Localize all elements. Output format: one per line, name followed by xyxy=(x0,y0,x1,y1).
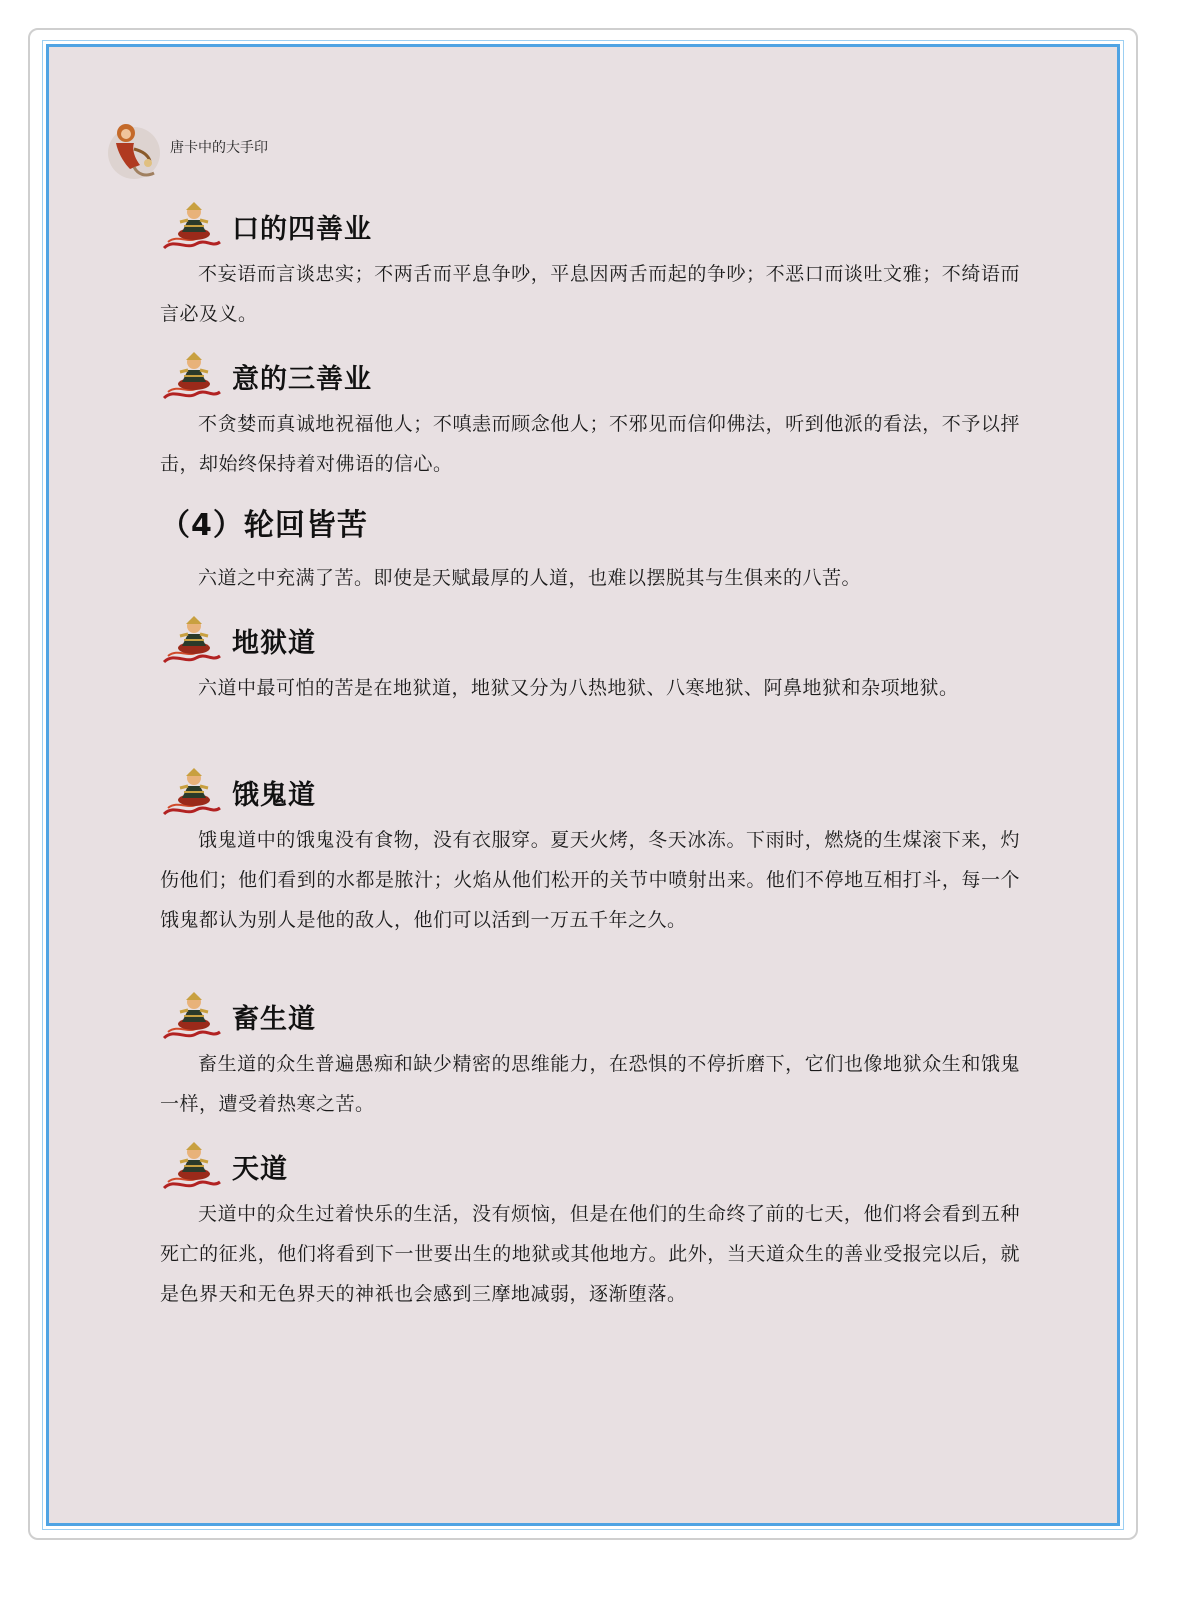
section-header xyxy=(160,612,1020,668)
section-paragraph: 不贪婪而真诚地祝福他人；不嗔恚而顾念他人；不邪见而信仰佛法，听到他派的看法，不予以抨击，却始终保持着对佛语的信心。 xyxy=(160,413,1020,475)
section-paragraph: 饿鬼道中的饿鬼没有食物，没有衣服穿。夏天火烤，冬天冰冻。下雨时，燃烧的生煤滚下来，灼伤他们；他们看到的水都是脓汁；火焰从他们松开的关节中喷射出来。他们不停地互相打斗，每一个饿鬼都认为别人是他的敌人，他们可以活到一万五千年之久。 xyxy=(160,829,1020,931)
section-title: 畜生道 xyxy=(232,1003,316,1035)
section-header xyxy=(160,348,1020,404)
running-head-title: 唐卡中的大手印 xyxy=(170,140,268,156)
section-paragraph: 六道中最可怕的苦是在地狱道，地狱又分为八热地狱、八寒地狱、阿鼻地狱和杂项地狱。 xyxy=(198,677,959,699)
section-title: 天道 xyxy=(232,1153,288,1185)
section-heaven-realm xyxy=(160,1138,1020,1314)
section-hell-realm xyxy=(160,612,1020,708)
chapter-paragraph: 六道之中充满了苦。即使是天赋最厚的人道，也难以摆脱其与生俱来的八苦。 xyxy=(198,567,862,589)
section-header xyxy=(160,988,1020,1044)
section-title: 饿鬼道 xyxy=(232,779,316,811)
section-speech-virtues xyxy=(160,198,1020,334)
deity-icon xyxy=(160,612,222,668)
section-mind-virtues xyxy=(160,348,1020,484)
running-head xyxy=(104,118,268,182)
deity-icon xyxy=(160,764,222,820)
section-header xyxy=(160,764,1020,820)
section-paragraph: 不妄语而言谈忠实；不两舌而平息争吵，平息因两舌而起的争吵；不恶口而谈吐文雅；不绮语而言必及义。 xyxy=(160,263,1020,325)
deity-icon xyxy=(160,1138,222,1194)
chapter-heading: （4）轮回皆苦 xyxy=(160,508,368,543)
section-samsara-suffering xyxy=(160,500,1020,598)
section-header xyxy=(160,198,1020,254)
section-title: 地狱道 xyxy=(232,627,316,659)
section-title: 意的三善业 xyxy=(232,363,372,395)
section-title: 口的四善业 xyxy=(232,213,372,245)
deity-icon xyxy=(160,988,222,1044)
figure-icon xyxy=(104,119,164,181)
section-hungry-ghost-realm xyxy=(160,764,1020,940)
section-animal-realm xyxy=(160,988,1020,1124)
section-paragraph: 天道中的众生过着快乐的生活，没有烦恼，但是在他们的生命终了前的七天，他们将会看到五种死亡的征兆，他们将看到下一世要出生的地狱或其他地方。此外，当天道众生的善业受报完以后，就是色界天和无色界天的神祇也会感到三摩地减弱，逐渐堕落。 xyxy=(160,1203,1020,1305)
section-paragraph: 畜生道的众生普遍愚痴和缺少精密的思维能力，在恐惧的不停折磨下，它们也像地狱众生和饿鬼一样，遭受着热寒之苦。 xyxy=(160,1053,1020,1115)
deity-icon xyxy=(160,198,222,254)
deity-icon xyxy=(160,348,222,404)
section-header xyxy=(160,1138,1020,1194)
